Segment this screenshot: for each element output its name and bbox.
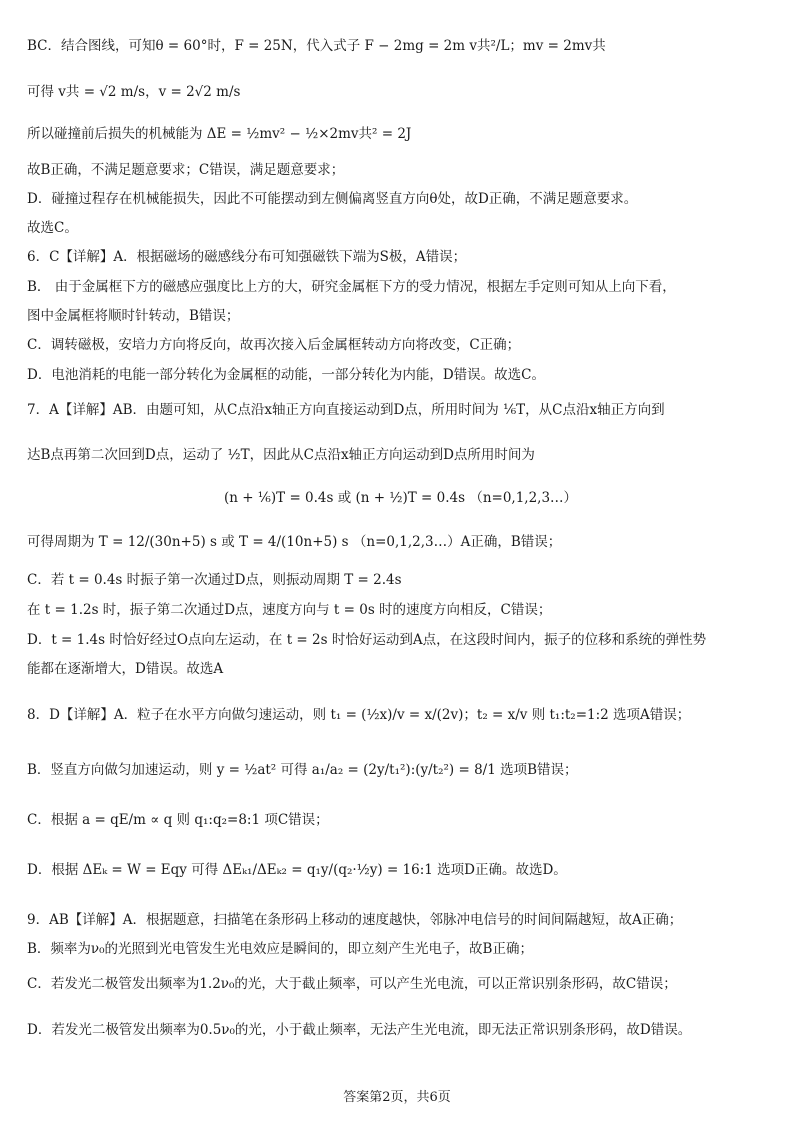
text-line: C．若 t = 0.4s 时振子第一次通过D点，则振动周期 T = 2.4s: [27, 572, 402, 588]
text-line: C．根据 a = qE/m ∝ q 则 q₁:q₂=8:1 项C错误；: [27, 812, 329, 828]
text-line: 可得周期为 T = 12/(30n+5) s 或 T = 4/(10n+5) s （n=0,1,2,3…）A正确，B错误；: [27, 534, 562, 550]
text-line: D．若发光二极管发出频率为0.5ν₀的光，小于截止频率，无法产生光电流，即无法正常识别条形码，故D错误。: [27, 1022, 692, 1038]
text-line: 图中金属框将顺时针转动，B错误；: [27, 308, 240, 324]
text-line: B．竖直方向做匀加速运动，则 y = ½at² 可得 a₁/a₂ = (2y/t₁²):(y/t₂²) = 8/1 选项B错误；: [27, 762, 578, 778]
text-line: 6．C【详解】A．根据磁场的磁感线分布可知强磁铁下端为S极，A错误；: [27, 249, 467, 265]
text-line: 所以碰撞前后损失的机械能为 ΔE = ½mv² − ½×2mv共² = 2J: [27, 126, 412, 142]
text-line: C．若发光二极管发出频率为1.2ν₀的光，大于截止频率，可以产生光电流，可以正常识别条形码，故C错误；: [27, 976, 677, 992]
text-line: 故B正确，不满足题意要求；C错误，满足题意要求；: [27, 162, 345, 178]
page-footer: 答案第2页，共6页: [343, 1090, 451, 1105]
text-line: B． 由于金属框下方的磁感应强度比上方的大，研究金属框下方的受力情况，根据左手定则可知从上向下看，: [27, 279, 676, 295]
text-line: 能都在逐渐增大，D错误。故选A: [27, 661, 224, 677]
text-line: 达B点再第二次回到D点，运动了 ½T，因此从C点沿x轴正方向运动到D点所用时间为: [27, 447, 535, 463]
text-line: 8．D【详解】A．粒子在水平方向做匀速运动，则 t₁ = (½x)/v = x/(2v)；t₂ = x/v 则 t₁:t₂=1:2 选项A错误；: [27, 707, 691, 723]
text-line: D．t = 1.4s 时恰好经过O点向左运动，在 t = 2s 时恰好运动到A点，在这段时间内，振子的位移和系统的弹性势: [27, 632, 707, 648]
text-line: D．根据 ΔEₖ = W = Eqy 可得 ΔEₖ₁/ΔEₖ₂ = q₁y/(q₂·½y) = 16:1 选项D正确。故选D。: [27, 862, 567, 878]
text-line: C．调转磁极，安培力方向将反向，故再次接入后金属框转动方向将改变，C正确；: [27, 337, 521, 353]
text-line: BC．结合图线，可知θ = 60°时，F = 25N，代入式子 F − 2mg = 2m v共²/L；mv = 2mv共: [27, 38, 606, 54]
text-line: D．碰撞过程存在机械能损失，因此不可能摆动到左侧偏离竖直方向θ处，故D正确，不满足题意要求。: [27, 191, 638, 207]
text-line: 故选C。: [27, 220, 78, 236]
text-line: 在 t = 1.2s 时，振子第二次通过D点，速度方向与 t = 0s 时的速度方向相反，C错误；: [27, 602, 552, 618]
equation-line: (n + ⅙)T = 0.4s 或 (n + ½)T = 0.4s （n=0,1,2,3…）: [223, 490, 578, 506]
text-line: 可得 v共 = √2 m/s，v = 2√2 m/s: [27, 84, 241, 100]
text-line: B．频率为ν₀的光照到光电管发生光电效应是瞬间的，即立刻产生光电子，故B正确；: [27, 941, 533, 957]
text-line: 9．AB【详解】A．根据题意，扫描笔在条形码上移动的速度越快，邻脉冲电信号的时间间隔越短，故A正确；: [27, 912, 683, 928]
text-line: D．电池消耗的电能一部分转化为金属框的动能，一部分转化为内能，D错误。故选C。: [27, 367, 545, 383]
text-line: 7．A【详解】AB．由题可知，从C点沿x轴正方向直接运动到D点，所用时间为 ⅙T，从C点沿x轴正方向到: [27, 402, 665, 418]
